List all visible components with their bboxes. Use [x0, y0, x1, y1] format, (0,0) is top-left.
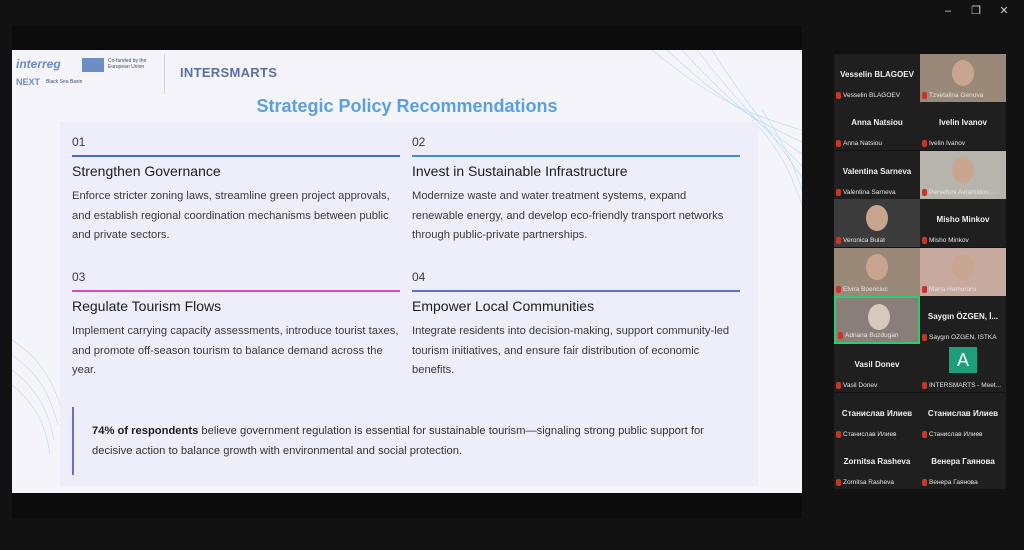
card-number: 01 — [72, 135, 86, 149]
muted-mic-icon — [836, 479, 841, 486]
muted-mic-icon — [836, 92, 841, 99]
participant-tile[interactable] — [920, 54, 1006, 102]
participant-label — [922, 92, 1004, 99]
card-heading: Invest in Sustainable Infrastructure — [412, 163, 628, 179]
participant-label — [836, 286, 918, 293]
participant-tile[interactable] — [834, 151, 920, 199]
card-number: 02 — [412, 135, 426, 149]
participant-label — [838, 332, 920, 339]
participant-tile[interactable] — [920, 296, 1006, 344]
participant-label — [836, 92, 918, 99]
participant-label — [836, 431, 918, 438]
participant-name: Anna Natsiou — [851, 118, 903, 128]
participant-label — [836, 140, 918, 147]
participant-label-text: Elvira Boenciuc — [843, 285, 888, 293]
participant-label-text: Anna Natsiou — [843, 140, 883, 148]
card-number: 04 — [412, 270, 426, 284]
participant-name: Misho Minkov — [936, 215, 990, 225]
participant-label — [836, 479, 918, 486]
participant-name: Ivelin Ivanov — [938, 118, 988, 128]
muted-mic-icon — [836, 286, 841, 293]
participant-name: Vesselin BLAGOEV — [840, 70, 914, 79]
muted-mic-icon — [836, 237, 841, 244]
card-description: Implement carrying capacity assessments, introduce tourist taxes, and promote off-season tourism to balance demand across the year. — [72, 325, 399, 376]
participant-tile[interactable] — [834, 393, 920, 441]
card-heading: Empower Local Communities — [412, 298, 595, 314]
eu-flag-icon — [82, 58, 104, 72]
card-heading: Regulate Tourism Flows — [72, 298, 222, 314]
participant-label — [922, 382, 1004, 389]
card-rule — [412, 290, 740, 292]
participant-label-text: Ivelin Ivanov — [929, 140, 966, 148]
card-rule — [72, 290, 400, 292]
eu-funding-text: Co-funded by the European Union — [108, 58, 147, 70]
participant-label — [836, 382, 918, 389]
participant-tile[interactable] — [920, 151, 1006, 199]
participant-label-text: Adriana Buzdugan — [845, 332, 899, 339]
participant-video — [952, 60, 974, 86]
participant-label-text: Veronica Bulat — [843, 237, 885, 245]
callout-text: believe government regulation is essential for sustainable tourism—signaling strong public support for decisive action to balance growth with environmental and social protection. — [92, 425, 704, 457]
participant-label — [836, 189, 918, 196]
participant-label — [922, 431, 1004, 438]
participant-tile[interactable] — [920, 441, 1006, 489]
recommendation-card-4 — [412, 270, 740, 381]
participant-tile[interactable] — [834, 102, 920, 150]
participant-video — [866, 254, 888, 280]
participant-label-text: Станислав Илиев — [843, 430, 897, 438]
recommendation-card-2 — [412, 135, 740, 246]
muted-mic-icon — [836, 431, 841, 438]
muted-mic-icon — [836, 382, 841, 389]
card-description: Enforce stricter zoning laws, streamline green project approvals, and establish regional coordination mechanisms between public and private sectors. — [72, 190, 390, 241]
card-heading: Strengthen Governance — [72, 163, 221, 179]
participant-label — [922, 286, 1004, 293]
participant-tile[interactable] — [834, 54, 920, 102]
muted-mic-icon — [836, 189, 841, 196]
participant-label-text: Maria Hamuraru — [929, 285, 976, 293]
presentation-slide — [12, 50, 802, 493]
participant-tile[interactable] — [834, 344, 920, 392]
participant-label — [922, 334, 1004, 341]
close-button[interactable]: ✕ — [999, 5, 1009, 17]
participant-name: Zornitsa Rasheva — [843, 457, 911, 467]
region-text: Black Sea Basin — [46, 79, 83, 85]
participant-name: Венера Гаянова — [931, 457, 995, 467]
maximize-button[interactable]: ❐ — [971, 5, 981, 17]
muted-mic-icon — [922, 189, 927, 196]
participant-label — [922, 479, 1004, 486]
participant-label — [922, 237, 1004, 244]
recommendation-card-1 — [72, 135, 400, 246]
muted-mic-icon — [922, 431, 927, 438]
muted-mic-icon — [836, 140, 841, 147]
card-number: 03 — [72, 270, 86, 284]
participant-name: Станислав Илиев — [927, 408, 999, 418]
participant-tile[interactable] — [920, 199, 1006, 247]
muted-mic-icon — [838, 332, 843, 339]
muted-mic-icon — [922, 334, 927, 341]
callout-highlight: 74% of respondents — [92, 425, 199, 437]
participant-label-text: Станислав Илиев — [929, 430, 983, 438]
participant-label-text: Zornitsa Rasheva — [843, 479, 894, 487]
participant-tile[interactable] — [834, 296, 920, 344]
card-description: Modernize waste and water treatment systems, expand renewable energy, and develop eco-friendly transport networks through public-private partnerships. — [412, 190, 724, 241]
participant-tile[interactable] — [834, 199, 920, 247]
participant-name: Saygın ÖZGEN, İ... — [927, 312, 999, 321]
participant-label-text: Vasil Donev — [843, 382, 878, 390]
participant-tile[interactable] — [920, 393, 1006, 441]
slide-title: Strategic Policy Recommendations — [256, 96, 558, 116]
window-controls — [934, 4, 1018, 18]
minimize-button[interactable]: – — [944, 5, 952, 17]
participant-label — [836, 237, 918, 244]
logo-divider — [164, 54, 165, 94]
project-brand: INTERSMARTS — [180, 65, 278, 80]
participant-avatar: A — [949, 347, 977, 373]
participant-label-text: INTERSMARTS - Meet... — [929, 382, 1002, 390]
participant-label-text: Tzvetalina Genova — [929, 92, 984, 99]
muted-mic-icon — [922, 382, 927, 389]
participant-name: Станислав Илиев — [841, 408, 913, 418]
participant-label — [922, 189, 1004, 196]
participants-grid — [834, 54, 1008, 490]
interreg-logo-text: interreg — [16, 57, 61, 71]
participant-video — [952, 157, 974, 183]
participant-name: Vasil Donev — [854, 360, 900, 370]
participant-tile[interactable] — [920, 248, 1006, 296]
muted-mic-icon — [922, 286, 927, 293]
participant-label — [922, 140, 1004, 147]
participant-video — [866, 205, 888, 231]
participant-label-text: Misho Minkov — [929, 237, 969, 245]
card-rule — [72, 155, 400, 157]
card-description: Integrate residents into decision-making, support community-led tourism initiatives, and ensure fair distribution of economic benefits. — [412, 325, 730, 376]
card-rule — [412, 155, 740, 157]
recommendation-card-3 — [72, 270, 400, 381]
survey-callout — [72, 407, 742, 475]
participant-label-text: Persefoni Avramidou ... — [929, 188, 997, 196]
participant-label-text: Венера Гаянова — [929, 479, 978, 487]
participant-tile[interactable] — [834, 441, 920, 489]
muted-mic-icon — [922, 479, 927, 486]
participant-label-text: Valentina Sarneva — [843, 188, 896, 196]
participant-tile[interactable] — [834, 248, 920, 296]
participant-video — [868, 304, 890, 330]
participant-tile[interactable] — [920, 344, 1006, 392]
next-logo-text: NEXT — [16, 77, 41, 87]
program-logo — [16, 55, 176, 95]
participant-tile[interactable] — [920, 102, 1006, 150]
muted-mic-icon — [922, 237, 927, 244]
participant-name: Valentina Sarneva — [842, 166, 912, 176]
participant-video — [952, 254, 974, 280]
muted-mic-icon — [922, 92, 927, 99]
participant-label-text: Vesselin BLAGOEV — [843, 92, 901, 99]
participant-label-text: Saygın ÖZGEN, ISTKA — [929, 334, 997, 341]
muted-mic-icon — [922, 140, 927, 147]
